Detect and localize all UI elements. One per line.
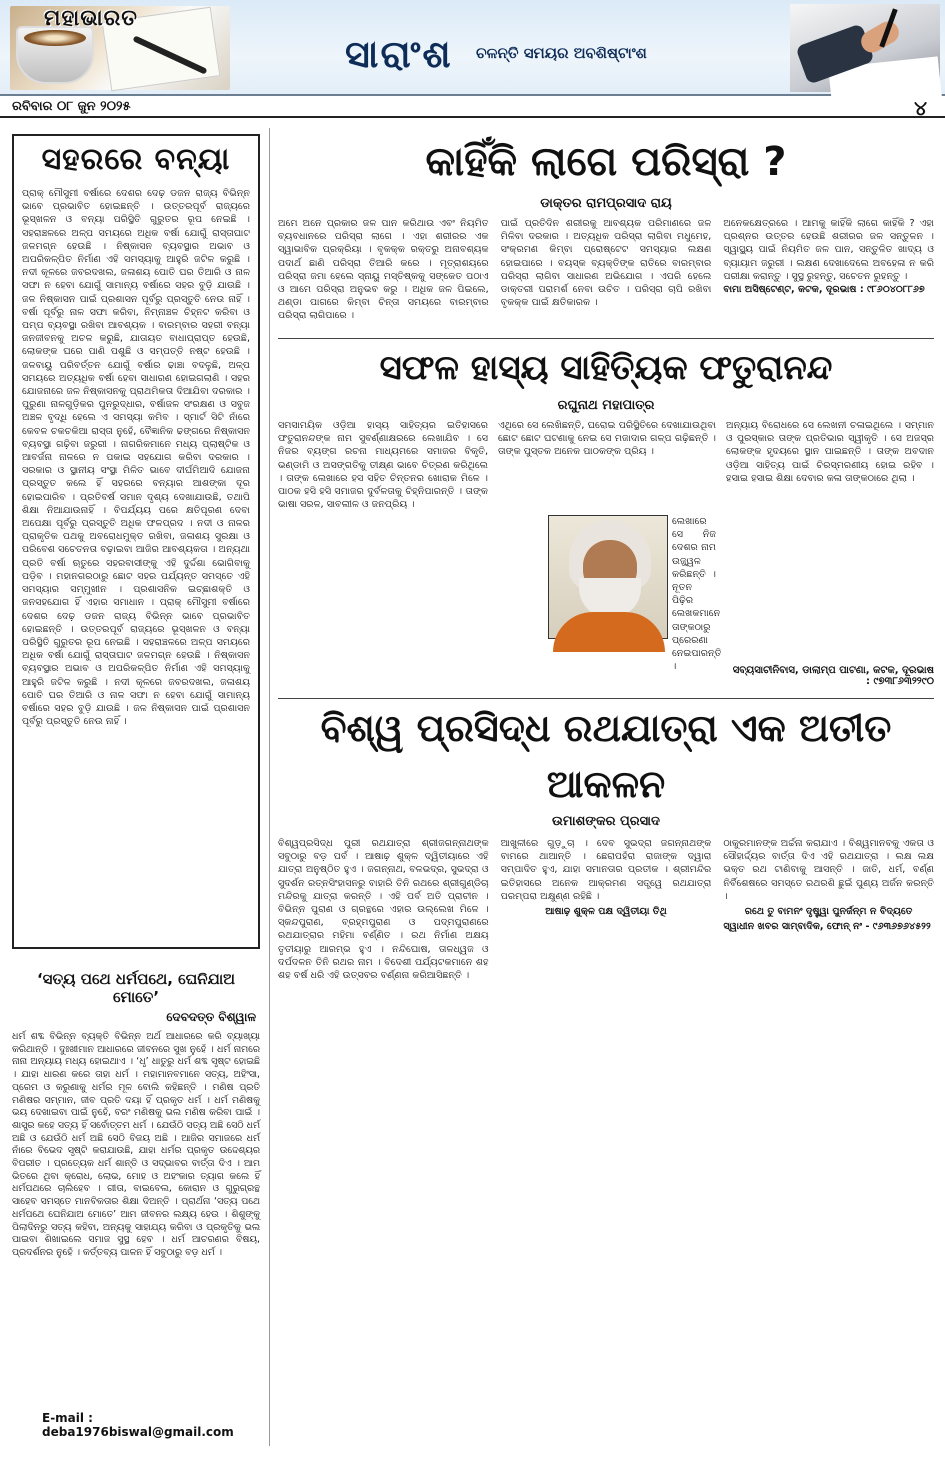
photo-robe [553,612,665,652]
article-byline: ରଘୁନାଥ ମହାପାତ୍ର [557,398,655,413]
essay-author: ଦେବଦତ୍ତ ବିଶ୍ୱାଳ [166,1010,256,1024]
article-headline: କାହିଁକି ଲାଗେ ପରିସ୍ରା ? [425,139,787,185]
article-column-text: ଆଖୁଳୀରେ ଗୁଡ଼ୁଚା । ଦେବ ସୁଭଦ୍ରା ଜଗନ୍ନାଥଙ୍କ ବାମରେ ଥାଆନ୍ତି । ଛେରାପହଁରା ରାଜାଙ୍କ ଦ୍ୱାରା ସମ୍ପାଦିତ ହୁଏ, ଯାହା ସମାନତାର ପ୍ରତୀକ । ଶ୍ରୀମନ୍ଦିର ଇତିହାସରେ ଅନେକ ଆକ୍ରମଣ ସତ୍ତ୍ୱେ ରଥଯାତ୍ରା ପରମ୍ପରା ଅକ୍ଷୁଣ୍ଣ ରହିଛି । [500,838,712,902]
article-columns [278,217,934,335]
article-separator [278,698,934,699]
article-column [723,837,934,1473]
article-byline: ଡାକ୍ତର ରାମପ୍ରସାଦ ରାୟ [540,196,672,211]
article-separator [278,338,934,339]
article-column: ଅନ୍ୟାୟ ବିରୋଧରେ ସେ ଲେଖନୀ ଚଳାଇଥିଲେ । ସମ୍ମାନ ଓ ପୁରସ୍କାର ତାଙ୍କ ପ୍ରତିଭାର ସ୍ୱୀକୃତି । ସେ ଅଜସ୍ର ଲୋକଙ୍କ ହୃଦୟରେ ସ୍ଥାନ ପାଇଛନ୍ତି । ତାଙ୍କ ଅବଦାନ ଓଡ଼ିଆ ସାହିତ୍ୟ ପାଇଁ ଚିରସ୍ମରଣୀୟ ହୋଇ ରହିବ । ହସାଇ ହସାଇ ଶିକ୍ଷା ଦେବାର କଳା ତାଙ୍କଠାରେ ଥିଲା । [726,420,934,484]
section-title: ସାରାଂଶ [345,32,453,76]
article-column-text: ଠାକୁରମାନଙ୍କ ଅର୍ଚ୍ଚନା କରାଯାଏ । ବିଶ୍ୱମାନବକୁ ଏକତା ଓ ସୌହାର୍ଦ୍ଦ୍ୟର ବାର୍ତ୍ତା ଦିଏ ଏହି ରଥଯାତ୍ରା । ଲକ୍ଷ ଲକ୍ଷ ଭକ୍ତ ରଥ ଟାଣିବାକୁ ଆସନ୍ତି । ଜାତି, ଧର୍ମ, ବର୍ଣ୍ଣ ନିର୍ବିଶେଷରେ ସମସ୍ତେ ରଥରଶି ଛୁଇଁ ପୁଣ୍ୟ ଅର୍ଜନ କରନ୍ତି । [723,838,934,902]
essay-body: ଧର୍ମ ଶବ୍ଦ ବିଭିନ୍ନ ବ୍ୟକ୍ତି ବିଭିନ୍ନ ଅର୍ଥ ଆଧାରରେ କରି ବ୍ୟାଖ୍ୟା କରିଥାନ୍ତି । ଦୁଃଖୀମାନ ଆଧାରରେ ଜୀବନରେ ସୁଖ ନୁହେଁ । ଧର୍ମ ନାମରେ ନାନା ଅନ୍ୟାୟ ମଧ୍ୟ ହୋଇଥାଏ । ‘ଧୃ’ ଧାତୁରୁ ଧର୍ମ ଶବ୍ଦ ସୃଷ୍ଟ ହୋଇଛି । ଯାହା ଧାରଣ କରେ ତାହା ଧର୍ମ । ମହାମାନବମାନେ ସତ୍ୟ, ଅହିଂସା, ପ୍ରେମ ଓ କରୁଣାକୁ ଧର୍ମର ମୂଳ ବୋଲି କହିଛନ୍ତି । ମଣିଷ ପ୍ରତି ମଣିଷର ସମ୍ମାନ, ଜୀବ ପ୍ରତି ଦୟା ହିଁ ପ୍ରକୃତ ଧର୍ମ । ଧର୍ମ ମଣିଷକୁ ଭୟ ଦେଖାଇବା ପାଇଁ ନୁହେଁ, ବରଂ ମଣିଷକୁ ଭଲ ମଣିଷ କରିବା ପାଇଁ । ଶାସ୍ତ୍ର କହେ ସତ୍ୟ ହିଁ ସର୍ବୋତ୍ତମ ଧର୍ମ । ଯେଉଁଠି ସତ୍ୟ ଅଛି ସେଠି ଧର୍ମ ଅଛି ଓ ଯେଉଁଠି ଧର୍ମ ଅଛି ସେଠି ବିଜୟ ଅଛି । ଆଜିର ସମାଜରେ ଧର୍ମ ନାଁରେ ବିଭେଦ ସୃଷ୍ଟି କରାଯାଉଛି, ଯାହା ଧର୍ମର ପ୍ରକୃତ ଉଦ୍ଦେଶ୍ୟର ବିପରୀତ । ପ୍ରତ୍ୟେକ ଧର୍ମ ଶାନ୍ତି ଓ ସଦ୍ଭାବର ବାର୍ତ୍ତା ଦିଏ । ଆମ ଭିତରେ ଥିବା କ୍ରୋଧ, ଲୋଭ, ମୋହ ଓ ଅହଂକାର ତ୍ୟାଗ କଲେ ହିଁ ଧର୍ମପଥରେ ଚାଲିହେବ । ଗୀତା, ବାଇବେଲ, କୋରାନ ଓ ଗୁରୁଗ୍ରନ୍ଥ ସାହେବ ସମସ୍ତେ ମାନବିକତାର ଶିକ୍ଷା ଦିଅନ୍ତି । ପ୍ରାର୍ଥନା ‘ସତ୍ୟ ପଥେ ଧର୍ମପଥେ ଘେନିଯାଅ ମୋତେ’ ଆମ ଜୀବନର ଲକ୍ଷ୍ୟ ହେଉ । ଶିଶୁଙ୍କୁ ପିଲାଦିନରୁ ସତ୍ୟ କହିବା, ଅନ୍ୟକୁ ସାହାଯ୍ୟ କରିବା ଓ ପ୍ରକୃତିକୁ ଭଲ ପାଇବା ଶିଖାଇଲେ ସମାଜ ସୁସ୍ଥ ହେବ । ଧର୍ମ ଆଚରଣର ବିଷୟ, ପ୍ରଦର୍ଶନର ନୁହେଁ । କର୍ତ୍ତବ୍ୟ ପାଳନ ହିଁ ସବୁଠାରୁ ବଡ଼ ଧର୍ମ । [12,1031,260,1258]
writing-hand-image [790,4,940,92]
article-body [278,419,934,694]
article-urination [278,134,934,336]
section-subtitle: ଚଳନ୍ତି ସମୟର ଅବଶିଷ୍ଟାଂଶ [476,44,647,62]
article-column [723,217,934,335]
article-columns [278,837,934,1473]
article-signature: ସବ୍ୟସାଚୀନିବାସ, ଡାଲାମ୍ପ ପାଟଣା, କଟକ, ଦୂରଭାଷ : ୯୭୩୮୬୩୨୨୯୦ [732,665,934,687]
article-rathayatra [278,700,934,1448]
author-photo [548,515,668,639]
essay-article [12,960,260,1445]
article-column-narrow: ଲେଖାରେ ସେ ନିଜ ଦେଶର ନାମ ଉଜ୍ଜ୍ୱଳ କରିଛନ୍ତି । ନୂତନ ପିଢ଼ିର ଲେଖକମାନେ ତାଙ୍କଠାରୁ ପ୍ରେରଣା ନେଇପାରନ୍ତି । [672,516,722,673]
newspaper-logo: ମହାଭାରତ [44,6,138,31]
article-humorist [278,340,934,696]
article-column: ଏଥିରେ ସେ ଲେଖିଛନ୍ତି, ଘରୋଇ ପରିସ୍ଥିତିରେ ଦେଖାଯାଉଥିବା ଛୋଟ ଛୋଟ ଘଟଣାକୁ ନେଇ ସେ ମଜାଦାର ଗଳ୍ପ ଗଢ଼ିଛନ୍ତି । ତାଙ୍କ ପୁସ୍ତକ ଅନେକ ପାଠକଙ୍କ ପ୍ରିୟ । [498,420,716,458]
column-divider [269,128,270,1446]
article-byline: ଉମାଶଙ୍କର ପ୍ରସାଦ [552,814,660,829]
editorial-box [12,134,260,949]
scripture-quote: ରଥେ ତୁ ବାମନଂ ଦୃଷ୍ଟ୍ୱା ପୁନର୍ଜନ୍ମ ନ ବିଦ୍ୟତେ [744,906,913,918]
article-column: ପାଇଁ ପ୍ରତିଦିନ ଶରୀରକୁ ଆବଶ୍ୟକ ପରିମାଣରେ ଜଳ ମିଳିବା ଦରକାର । ଅତ୍ୟଧିକ ପରିସ୍ରା ଲାଗିବା ମଧୁମେହ, ସଂକ୍ରମଣ କିମ୍ବା ପ୍ରୋଷ୍ଟେଟ ସମସ୍ୟାର ଲକ୍ଷଣ ହୋଇପାରେ । ବୟସ୍କ ବ୍ୟକ୍ତିଙ୍କ ରାତିରେ ବାରମ୍ବାର ପରିସ୍ରା ଲାଗିବା ସାଧାରଣ ଅଭିଯୋଗ । ଏପରି ହେଲେ ଡାକ୍ତରୀ ପରାମର୍ଶ ନେବା ଉଚିତ । ପରିସ୍ରା ଚାପି ରଖିବା ବୃକକ୍କ ପାଇଁ କ୍ଷତିକାରକ । [500,218,712,309]
article-headline: ସଫଳ ହାସ୍ୟ ସାହିତ୍ୟିକ ଫତୁରାନନ୍ଦ [379,348,833,388]
issue-date: ରବିବାର ୦୮ ଜୁନ ୨୦୨୫ [12,99,131,114]
article-column-text: ଅନେକକ୍ଷେତ୍ରରେ । ଆମକୁ କାହିଁକି ଲାଗେ କାହିଁକି ? ଏହା ପ୍ରଶ୍ନର ଉତ୍ତର ହେଉଛି ଶରୀରର ଜଳ ସନ୍ତୁଳନ । ସ୍ୱାସ୍ଥ୍ୟ ପାଇଁ ନିୟମିତ ଜଳ ପାନ, ସନ୍ତୁଳିତ ଖାଦ୍ୟ ଓ ବ୍ୟାୟାମ ଜରୁରୀ । ଲକ୍ଷଣ ଦେଖାଦେଲେ ଅବହେଳା ନ କରି ପରୀକ୍ଷା କରାନ୍ତୁ । ସୁସ୍ଥ ରୁହନ୍ତୁ, ସଚେତନ ରୁହନ୍ତୁ । [723,218,934,282]
editorial-body: ପ୍ରାକ୍ ମୌସୁମୀ ବର୍ଷାରେ ଦେଶର ଦେଢ଼ ଡଜନ ରାଜ୍ୟ ବିଭିନ୍ନ ଭାବେ ପ୍ରଭାବିତ ହୋଇଛନ୍ତି । ଉତ୍ତରପୂର୍ବ ରାଜ୍ୟରେ ଭୂସ୍ଖଳନ ଓ ବନ୍ୟା ପରିସ୍ଥିତି ଗୁରୁତର ରୂପ ନେଇଛି । ସହରାଞ୍ଚଳରେ ଅଳ୍ପ ସମୟରେ ଅଧିକ ବର୍ଷା ଯୋଗୁଁ ରାସ୍ତାଘାଟ ଜଳମଗ୍ନ ହେଉଛି । ନିଷ୍କାସନ ବ୍ୟବସ୍ଥାର ଅଭାବ ଓ ଅପରିକଳ୍ପିତ ନିର୍ମାଣ ଏହି ସମସ୍ୟାକୁ ଆହୁରି ଜଟିଳ କରୁଛି । ନଦୀ କୂଳରେ ଜବରଦଖଲ, ଜଳାଶୟ ପୋତି ଘର ତିଆରି ଓ ନାଳ ସଫା ନ ହେବା ଯୋଗୁଁ ସାମାନ୍ୟ ବର୍ଷାରେ ସହର ବୁଡ଼ି ଯାଉଛି । ଜଳ ନିଷ୍କାସନ ପାଇଁ ପ୍ରଶାସନ ପୂର୍ବରୁ ପ୍ରସ୍ତୁତି ନେଉ ନାହିଁ । ବର୍ଷା ପୂର୍ବରୁ ନାଳ ସଫା କରିବା, ନିମ୍ନାଞ୍ଚଳ ଚିହ୍ନଟ କରିବା ଓ ପମ୍ପ ବ୍ୟବସ୍ଥା ରଖିବା ଆବଶ୍ୟକ । ବାରମ୍ବାର ସହରୀ ବନ୍ୟା ଜନଜୀବନକୁ ଅଚଳ କରୁଛି, ଯାତାୟତ ବାଧାପ୍ରାପ୍ତ ହେଉଛି, ଲୋକଙ୍କ ଘରେ ପାଣି ପଶୁଛି ଓ ସମ୍ପତ୍ତି ନଷ୍ଟ ହେଉଛି । ଜଳବାୟୁ ପରିବର୍ତ୍ତନ ଯୋଗୁଁ ବର୍ଷାର ଢାଞ୍ଚା ବଦଳୁଛି, ଅଳ୍ପ ସମୟରେ ଅତ୍ୟଧିକ ବର୍ଷା ହେବା ସାଧାରଣ ହୋଇଗଲାଣି । ସହର ଯୋଜନାରେ ଜଳ ନିଷ୍କାସନକୁ ପ୍ରାଥମିକତା ଦିଆଯିବା ଦରକାର । ପୁରୁଣା ନାଳଗୁଡ଼ିକର ପୁନରୁଦ୍ଧାର, ବର୍ଷାଜଳ ସଂରକ୍ଷଣ ଓ ସବୁଜ ଅଞ୍ଚଳ ବୃଦ୍ଧି ହେଲେ ଏ ସମସ୍ୟା କମିବ । ସ୍ମାର୍ଟ ସିଟି ନାଁରେ କେବଳ ଚକଚକିଆ ରାସ୍ତା ନୁହେଁ, ବୈଜ୍ଞାନିକ ଢଙ୍ଗରେ ନିଷ୍କାସନ ବ୍ୟବସ୍ଥା ଗଢ଼ିବା ଜରୁରୀ । ନାଗରିକମାନେ ମଧ୍ୟ ପ୍ଲାଷ୍ଟିକ ଓ ଆବର୍ଜନା ନାଳରେ ନ ପକାଇ ସହଯୋଗ କରିବା ଦରକାର । ସରକାର ଓ ସ୍ଥାନୀୟ ସଂସ୍ଥା ମିଳିତ ଭାବେ ଦୀର୍ଘମିଆଦି ଯୋଜନା ପ୍ରସ୍ତୁତ କଲେ ହିଁ ସହରରେ ବନ୍ୟାର ଆଶଙ୍କା ଦୂର ହୋଇପାରିବ । ପ୍ରତିବର୍ଷ ସମାନ ଦୃଶ୍ୟ ଦେଖାଯାଉଛି, ତଥାପି ଶିକ୍ଷା ନିଆଯାଉନାହିଁ । ବିପର୍ଯ୍ୟୟ ପରେ କ୍ଷତିପୂରଣ ଦେବା ଅପେକ୍ଷା ପୂର୍ବରୁ ପ୍ରସ୍ତୁତି ଅଧିକ ଫଳପ୍ରଦ । ନଦୀ ଓ ନାଳର ପ୍ରାକୃତିକ ପଥକୁ ଅବରୋଧମୁକ୍ତ ରଖିବା, ଜଳାଶୟ ସୁରକ୍ଷା ଓ ପରିବେଶ ସଚେତନତା ବଢ଼ାଇବା ଆଜିର ଆବଶ୍ୟକତା । ଅନ୍ୟଥା ପ୍ରତି ବର୍ଷା ଋତୁରେ ସହରବାସୀଙ୍କୁ ଏହି ଦୁର୍ଦ୍ଦଶା ଭୋଗିବାକୁ ପଡ଼ିବ । ମହାନଗରଠାରୁ ଛୋଟ ସହର ପର୍ଯ୍ୟନ୍ତ ସମସ୍ତେ ଏହି ସମସ୍ୟାର ସମ୍ମୁଖୀନ । ପ୍ରଶାସନିକ ଇଚ୍ଛାଶକ୍ତି ଓ ଜନସହଯୋଗ ହିଁ ଏହାର ସମାଧାନ । ପ୍ରାକ୍ ମୌସୁମୀ ବର୍ଷାରେ ଦେଶର ଦେଢ଼ ଡଜନ ରାଜ୍ୟ ବିଭିନ୍ନ ଭାବେ ପ୍ରଭାବିତ ହୋଇଛନ୍ତି । ଉତ୍ତରପୂର୍ବ ରାଜ୍ୟରେ ଭୂସ୍ଖଳନ ଓ ବନ୍ୟା ପରିସ୍ଥିତି ଗୁରୁତର ରୂପ ନେଇଛି । ସହରାଞ୍ଚଳରେ ଅଳ୍ପ ସମୟରେ ଅଧିକ ବର୍ଷା ଯୋଗୁଁ ରାସ୍ତାଘାଟ ଜଳମଗ୍ନ ହେଉଛି । ନିଷ୍କାସନ ବ୍ୟବସ୍ଥାର ଅଭାବ ଓ ଅପରିକଳ୍ପିତ ନିର୍ମାଣ ଏହି ସମସ୍ୟାକୁ ଆହୁରି ଜଟିଳ କରୁଛି । ନଦୀ କୂଳରେ ଜବରଦଖଲ, ଜଳାଶୟ ପୋତି ଘର ତିଆରି ଓ ନାଳ ସଫା ନ ହେବା ଯୋଗୁଁ ସାମାନ୍ୟ ବର୍ଷାରେ ସହର ବୁଡ଼ି ଯାଉଛି । ଜଳ ନିଷ୍କାସନ ପାଇଁ ପ୍ରଶାସନ ପୂର୍ବରୁ ପ୍ରସ୍ତୁତି ନେଉ ନାହିଁ । [22,188,250,728]
article-column: ବିଶ୍ୱପ୍ରସିଦ୍ଧ ପୁରୀ ରଥଯାତ୍ରା ଶ୍ରୀଜଗନ୍ନାଥଙ୍କ ସବୁଠାରୁ ବଡ଼ ପର୍ବ । ଆଷାଢ଼ ଶୁକ୍ଳ ଦ୍ୱିତୀୟାରେ ଏହି ଯାତ୍ରା ଅନୁଷ୍ଠିତ ହୁଏ । ଜଗନ୍ନାଥ, ବଳଭଦ୍ର, ସୁଭଦ୍ରା ଓ ସୁଦର୍ଶନ ରତ୍ନସିଂହାସନରୁ ବାହାରି ତିନି ରଥରେ ଶ୍ରୀଗୁଣ୍ଡିଚା ମନ୍ଦିରକୁ ଯାତ୍ରା କରନ୍ତି । ଏହି ପର୍ବ ଅତି ପ୍ରାଚୀନ । ବିଭିନ୍ନ ପୁରାଣ ଓ ଗ୍ରନ୍ଥରେ ଏହାର ଉଲ୍ଲେଖ ମିଳେ । ସ୍କନ୍ଦପୁରାଣ, ବ୍ରହ୍ମପୁରାଣ ଓ ପଦ୍ମପୁରାଣରେ ରଥଯାତ୍ରାର ମହିମା ବର୍ଣ୍ଣିତ । ରଥ ନିର୍ମାଣ ଅକ୍ଷୟ ତୃତୀୟାରୁ ଆରମ୍ଭ ହୁଏ । ନନ୍ଦିଘୋଷ, ତାଳଧ୍ୱଜ ଓ ଦର୍ପଦଳନ ତିନି ରଥର ନାମ । ବିଦେଶୀ ପର୍ଯ୍ୟଟକମାନେ ଶହ ଶହ ବର୍ଷ ଧରି ଏହି ଉତ୍ସବର ବର୍ଣ୍ଣନା କରିଆସିଛନ୍ତି । [278,838,489,982]
editorial-title: ସହରରେ ବନ୍ୟା [41,142,231,177]
article-signature: ବାମା ଅସିଷ୍ଟେଣ୍ଟ, କଟକ, ଦୂରଭାଷ : ୯୮୬୦୪୦୮୮୬୭ [723,284,925,296]
author-email: E-mail : deba1976biswal@gmail.com [42,1411,234,1439]
dateline [0,98,945,118]
article-column [501,837,712,1473]
essay-title: ‘ସତ୍ୟ ପଥେ ଧର୍ମପଥେ, ଘେନିଯାଅ ମୋତେ’ [36,970,236,1006]
article-headline: ବିଶ୍ୱ ପ୍ରସିଦ୍ଧ ରଥଯାତ୍ରା ଏକ ଅତୀତ ଆକଳନ [320,706,892,806]
article-signature: ସ୍ୱାଧୀନ ଖବର ସାମ୍ବାଦିକ, ଫୋନ୍ ନଂ - ୯୬୩୬୭୬୪୫୨୨ [723,921,931,933]
article-column: ଅମେ ଅନେ ପ୍ରକାର ଜଳ ପାନ କରିଥାଉ ଏବଂ ନିୟମିତ ବ୍ୟବଧାନରେ ପରିସ୍ରା ଲାଗେ । ଏହା ଶରୀରର ଏକ ସ୍ୱାଭାବିକ ପ୍ରକ୍ରିୟା । ବୃକକ୍କ ରକ୍ତରୁ ଅନାବଶ୍ୟକ ପଦାର୍ଥ ଛାଣି ପରିସ୍ରା ତିଆରି କରେ । ମୂତ୍ରାଶୟରେ ପରିସ୍ରା ଜମା ହେଲେ ସ୍ନାୟୁ ମସ୍ତିଷ୍କକୁ ସଙ୍କେତ ପଠାଏ ଓ ଆମେ ପରିସ୍ରା ଅନୁଭବ କରୁ । ଅଧିକ ଜଳ ପିଇଲେ, ଥଣ୍ଡା ପାଗରେ କିମ୍ବା ଚିନ୍ତା ସମୟରେ ବାରମ୍ବାର ପରିସ୍ରା ଲାଗିପାରେ । [278,218,489,322]
article-column: ସମସାମୟିକ ଓଡ଼ିଆ ହାସ୍ୟ ସାହିତ୍ୟର ଇତିହାସରେ ଫତୁରାନନ୍ଦଙ୍କ ନାମ ସୁବର୍ଣ୍ଣାକ୍ଷରରେ ଲେଖାଯିବ । ସେ ନିଜର ବ୍ୟଙ୍ଗ ରଚନା ମାଧ୍ୟମରେ ସମାଜର ବିକୃତି, ଭଣ୍ଡାମି ଓ ଅସଙ୍ଗତିକୁ ତୀକ୍ଷ୍ଣ ଭାବେ ଚିତ୍ରଣ କରିଥିଲେ । ତାଙ୍କ ଲେଖାରେ ହସ ସହିତ ଚିନ୍ତନର ଖୋରାକ ମିଳେ । ପାଠକ ହସି ହସି ସମାଜର ଦୁର୍ବଳତାକୁ ଚିହ୍ନିପାରନ୍ତି । ତାଙ୍କ ଭାଷା ସରଳ, ସାବଲୀଳ ଓ ଜନପ୍ରିୟ । [278,420,488,511]
scripture-quote: ଆଷାଢ଼ ଶୁକ୍ଳ ପକ୍ଷ ଦ୍ୱିତୀୟା ତିଥି [545,906,667,918]
masthead [0,0,945,96]
page-number: ୪ [914,96,927,120]
